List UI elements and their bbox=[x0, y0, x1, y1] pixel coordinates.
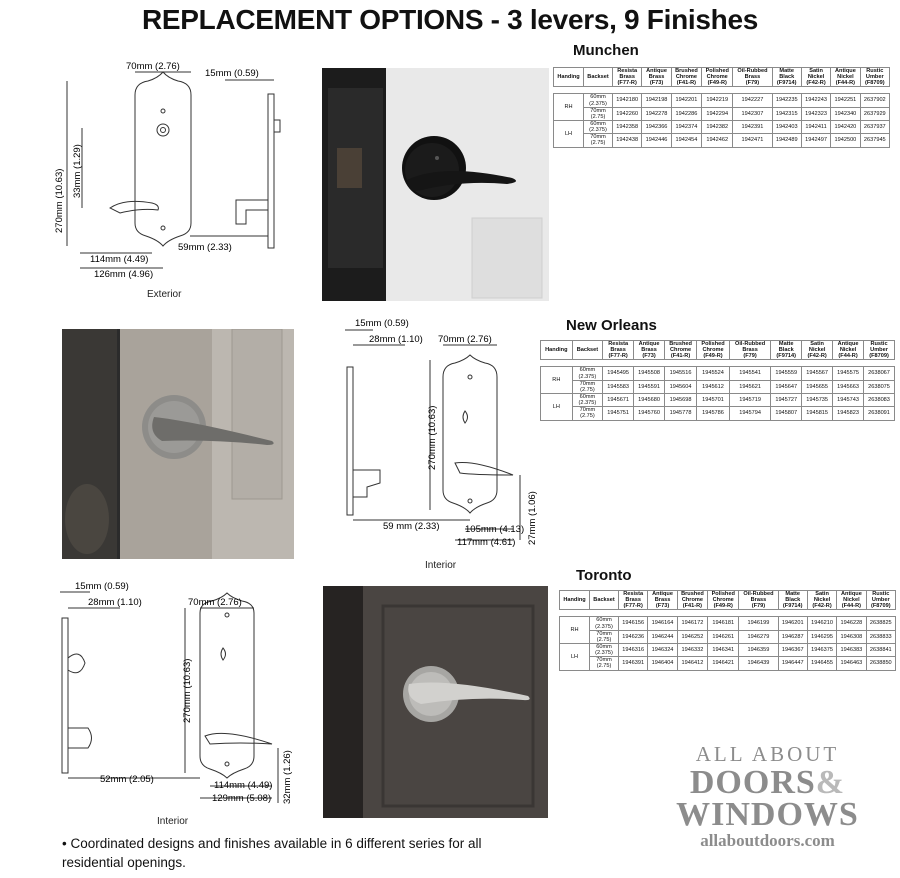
table-header: Antique Nickel (F44-R) bbox=[833, 341, 864, 360]
part-number-cell: 1945567 bbox=[802, 367, 833, 380]
backset-cell: 70mm (2.75) bbox=[584, 107, 613, 120]
backset-cell: 60mm (2.375) bbox=[584, 94, 613, 107]
part-number-cell: 1945778 bbox=[665, 407, 697, 420]
part-number-cell: 1945698 bbox=[665, 393, 697, 406]
part-number-cell: 1945524 bbox=[697, 367, 730, 380]
dim-lever-height: 27mm (1.06) bbox=[527, 491, 538, 545]
handing-cell: RH bbox=[541, 367, 573, 394]
handing-cell: LH bbox=[554, 120, 584, 147]
dim-height: 270mm (10.63) bbox=[182, 658, 193, 723]
dim-lever-length-2: 129mm (5.08) bbox=[212, 793, 272, 804]
dim-width: 70mm (2.76) bbox=[126, 61, 180, 72]
part-number-cell: 1942340 bbox=[831, 107, 860, 120]
part-number-cell: 1942462 bbox=[702, 134, 733, 147]
backset-cell: 60mm (2.375) bbox=[572, 367, 603, 380]
part-number-cell: 1946367 bbox=[778, 643, 807, 656]
part-number-cell: 1946295 bbox=[807, 630, 836, 643]
table-header: Backset bbox=[590, 591, 619, 610]
part-number-cell: 1946201 bbox=[778, 617, 807, 630]
part-number-cell: 1942235 bbox=[772, 94, 801, 107]
part-number-cell: 1942278 bbox=[642, 107, 671, 120]
table-row bbox=[560, 617, 896, 630]
backset-cell: 60mm (2.375) bbox=[584, 120, 613, 133]
part-number-cell: 2638091 bbox=[864, 407, 895, 420]
part-number-cell: 1946447 bbox=[778, 657, 807, 670]
part-number-cell: 1946391 bbox=[619, 657, 648, 670]
part-number-cell: 1942180 bbox=[613, 94, 642, 107]
table-header: Antique Nickel (F44-R) bbox=[831, 68, 860, 87]
table-header: Polished Chrome (F49-R) bbox=[697, 341, 730, 360]
part-number-cell: 1946228 bbox=[837, 617, 866, 630]
table-header: Oil-Rubbed Brass (F79) bbox=[739, 591, 778, 610]
part-number-cell: 2637937 bbox=[860, 120, 889, 133]
part-number-cell: 1946375 bbox=[807, 643, 836, 656]
part-number-cell: 1942294 bbox=[702, 107, 733, 120]
dim-width: 70mm (2.76) bbox=[438, 334, 492, 345]
part-number-cell: 1946244 bbox=[648, 630, 677, 643]
table-header: Matte Black (F9714) bbox=[778, 591, 807, 610]
part-number-cell: 1946181 bbox=[708, 617, 739, 630]
part-number-cell: 1942260 bbox=[613, 107, 642, 120]
drawing-label-interior: Interior bbox=[157, 816, 189, 827]
part-number-cell: 1946412 bbox=[677, 657, 707, 670]
handing-cell: LH bbox=[560, 643, 590, 670]
handing-cell: RH bbox=[554, 94, 584, 121]
part-number-cell: 1945663 bbox=[833, 380, 864, 393]
dim-rose: 28mm (1.10) bbox=[88, 597, 142, 608]
part-number-cell: 1942243 bbox=[801, 94, 830, 107]
part-number-cell: 1946359 bbox=[739, 643, 778, 656]
part-number-cell: 1945807 bbox=[771, 407, 802, 420]
part-number-cell: 2638825 bbox=[866, 617, 895, 630]
part-number-cell: 1946172 bbox=[677, 617, 707, 630]
part-number-cell: 1945680 bbox=[634, 393, 665, 406]
part-number-cell: 2638083 bbox=[864, 393, 895, 406]
table-header: Satin Nickel (F42-R) bbox=[802, 341, 833, 360]
part-number-cell: 1946439 bbox=[739, 657, 778, 670]
toronto-dimension-drawing bbox=[40, 578, 305, 823]
part-number-cell: 1942251 bbox=[831, 94, 860, 107]
part-number-cell: 1942374 bbox=[671, 120, 701, 133]
part-number-cell: 1945671 bbox=[603, 393, 634, 406]
part-number-cell: 1942438 bbox=[613, 134, 642, 147]
table-row bbox=[560, 630, 896, 643]
price-table-munchen bbox=[553, 67, 890, 148]
part-number-cell: 1945655 bbox=[802, 380, 833, 393]
dim-offset: 52mm (2.05) bbox=[100, 774, 154, 785]
part-number-cell: 1946236 bbox=[619, 630, 648, 643]
part-number-cell: 1945621 bbox=[729, 380, 770, 393]
table-row bbox=[541, 393, 895, 406]
table-header: Handing bbox=[554, 68, 584, 87]
table-header: Rustic Umber (F8709) bbox=[860, 68, 889, 87]
part-number-cell: 1945701 bbox=[697, 393, 730, 406]
part-number-cell: 1946279 bbox=[739, 630, 778, 643]
part-number-cell: 1945815 bbox=[802, 407, 833, 420]
part-number-cell: 2637929 bbox=[860, 107, 889, 120]
table-header: Antique Nickel (F44-R) bbox=[837, 591, 866, 610]
table-header: Backset bbox=[584, 68, 613, 87]
part-number-cell: 2638833 bbox=[866, 630, 895, 643]
part-number-cell: 1945583 bbox=[603, 380, 634, 393]
part-number-cell: 1942446 bbox=[642, 134, 671, 147]
table-header: Resista Brass (F77-R) bbox=[619, 591, 648, 610]
all-about-doors-logo: ALL ABOUT DOORS& WINDOWS allaboutdoors.com bbox=[676, 742, 859, 850]
dim-lever-length-2: 117mm (4.61) bbox=[457, 537, 516, 548]
part-number-cell: 1945786 bbox=[697, 407, 730, 420]
part-number-cell: 1945823 bbox=[833, 407, 864, 420]
part-number-cell: 1946332 bbox=[677, 643, 707, 656]
part-number-cell: 1942323 bbox=[801, 107, 830, 120]
dim-depth: 15mm (0.59) bbox=[75, 581, 129, 592]
part-number-cell: 1946210 bbox=[807, 617, 836, 630]
part-number-cell: 2638067 bbox=[864, 367, 895, 380]
part-number-cell: 1945727 bbox=[771, 393, 802, 406]
price-table-new-orleans bbox=[540, 340, 895, 421]
footnote: • Coordinated designs and finishes available in 6 different series for all residential openings. bbox=[62, 836, 482, 870]
part-number-cell: 1945751 bbox=[603, 407, 634, 420]
munchen-lever-photo bbox=[322, 68, 549, 301]
table-header: Handing bbox=[541, 341, 573, 360]
part-number-cell: 1942315 bbox=[772, 107, 801, 120]
backset-cell: 70mm (2.75) bbox=[590, 630, 619, 643]
part-number-cell: 1942227 bbox=[733, 94, 772, 107]
table-header: Matte Black (F9714) bbox=[771, 341, 802, 360]
part-number-cell: 1946316 bbox=[619, 643, 648, 656]
backset-cell: 70mm (2.75) bbox=[590, 657, 619, 670]
table-row bbox=[554, 107, 890, 120]
table-row bbox=[541, 380, 895, 393]
backset-cell: 60mm (2.375) bbox=[590, 617, 619, 630]
dim-lever-length-1: 105mm (4.13) bbox=[465, 524, 525, 535]
part-number-cell: 1945604 bbox=[665, 380, 697, 393]
part-number-cell: 1945719 bbox=[729, 393, 770, 406]
part-number-cell: 2638850 bbox=[866, 657, 895, 670]
part-number-cell: 1945735 bbox=[802, 393, 833, 406]
table-header: Oil-Rubbed Brass (F79) bbox=[729, 341, 770, 360]
part-number-cell: 1945591 bbox=[634, 380, 665, 393]
part-number-cell: 1946261 bbox=[708, 630, 739, 643]
part-number-cell: 1945647 bbox=[771, 380, 802, 393]
part-number-cell: 1942307 bbox=[733, 107, 772, 120]
part-number-cell: 1945575 bbox=[833, 367, 864, 380]
part-number-cell: 1942489 bbox=[772, 134, 801, 147]
part-number-cell: 1942420 bbox=[831, 120, 860, 133]
munchen-dimension-drawing bbox=[40, 58, 300, 298]
table-header: Oil-Rubbed Brass (F79) bbox=[733, 68, 772, 87]
backset-cell: 70mm (2.75) bbox=[572, 380, 603, 393]
table-header: Backset bbox=[572, 341, 603, 360]
part-number-cell: 1946463 bbox=[837, 657, 866, 670]
table-header: Handing bbox=[560, 591, 590, 610]
part-number-cell: 1945559 bbox=[771, 367, 802, 380]
part-number-cell: 1942201 bbox=[671, 94, 701, 107]
new-orleans-dimension-drawing bbox=[325, 315, 540, 570]
part-number-cell: 1946455 bbox=[807, 657, 836, 670]
part-number-cell: 2637902 bbox=[860, 94, 889, 107]
section-title-munchen: Munchen bbox=[573, 42, 639, 59]
drawing-label-exterior: Exterior bbox=[147, 289, 182, 300]
dim-lever-length-1: 114mm (4.49) bbox=[214, 780, 273, 791]
part-number-cell: 1946164 bbox=[648, 617, 677, 630]
part-number-cell: 2638075 bbox=[864, 380, 895, 393]
table-header: Matte Black (F9714) bbox=[772, 68, 801, 87]
part-number-cell: 1945508 bbox=[634, 367, 665, 380]
table-header: Antique Brass (F73) bbox=[642, 68, 671, 87]
table-header: Antique Brass (F73) bbox=[648, 591, 677, 610]
handing-cell: RH bbox=[560, 617, 590, 644]
part-number-cell: 1942358 bbox=[613, 120, 642, 133]
backset-cell: 60mm (2.375) bbox=[590, 643, 619, 656]
part-number-cell: 1946199 bbox=[739, 617, 778, 630]
table-header: Resista Brass (F77-R) bbox=[603, 341, 634, 360]
table-header: Brushed Chrome (F41-R) bbox=[671, 68, 701, 87]
table-header: Antique Brass (F73) bbox=[634, 341, 665, 360]
part-number-cell: 1945541 bbox=[729, 367, 770, 380]
table-row bbox=[554, 94, 890, 107]
part-number-cell: 2638841 bbox=[866, 643, 895, 656]
dim-width: 70mm (2.76) bbox=[188, 597, 242, 608]
part-number-cell: 1942471 bbox=[733, 134, 772, 147]
table-row bbox=[554, 134, 890, 147]
table-row bbox=[560, 657, 896, 670]
part-number-cell: 1942366 bbox=[642, 120, 671, 133]
part-number-cell: 1946252 bbox=[677, 630, 707, 643]
table-row bbox=[560, 643, 896, 656]
table-header: Rustic Umber (F8709) bbox=[864, 341, 895, 360]
table-row bbox=[541, 407, 895, 420]
part-number-cell: 1945612 bbox=[697, 380, 730, 393]
part-number-cell: 1942219 bbox=[702, 94, 733, 107]
backset-cell: 70mm (2.75) bbox=[584, 134, 613, 147]
part-number-cell: 1942198 bbox=[642, 94, 671, 107]
part-number-cell: 1946383 bbox=[837, 643, 866, 656]
dim-depth: 15mm (0.59) bbox=[205, 68, 259, 79]
table-header: Rustic Umber (F8709) bbox=[866, 591, 895, 610]
handing-cell: LH bbox=[541, 393, 573, 420]
part-number-cell: 1945794 bbox=[729, 407, 770, 420]
dim-offset: 59mm (2.33) bbox=[178, 242, 232, 253]
part-number-cell: 1946156 bbox=[619, 617, 648, 630]
part-number-cell: 1942391 bbox=[733, 120, 772, 133]
table-row bbox=[554, 120, 890, 133]
dim-lever-height: 32mm (1.26) bbox=[282, 750, 293, 804]
part-number-cell: 1942454 bbox=[671, 134, 701, 147]
dim-lever-length-1: 114mm (4.49) bbox=[90, 254, 149, 265]
price-table-toronto bbox=[559, 590, 896, 671]
table-header: Brushed Chrome (F41-R) bbox=[665, 341, 697, 360]
part-number-cell: 1946341 bbox=[708, 643, 739, 656]
part-number-cell: 1946324 bbox=[648, 643, 677, 656]
part-number-cell: 1945495 bbox=[603, 367, 634, 380]
dim-rose: 28mm (1.10) bbox=[369, 334, 423, 345]
part-number-cell: 1942403 bbox=[772, 120, 801, 133]
table-row bbox=[541, 367, 895, 380]
page-title: REPLACEMENT OPTIONS - 3 levers, 9 Finishes bbox=[141, 4, 758, 35]
table-header: Polished Chrome (F49-R) bbox=[708, 591, 739, 610]
part-number-cell: 1942382 bbox=[702, 120, 733, 133]
table-header: Resista Brass (F77-R) bbox=[613, 68, 642, 87]
part-number-cell: 1946308 bbox=[837, 630, 866, 643]
section-title-new-orleans: New Orleans bbox=[566, 317, 657, 334]
toronto-lever-photo bbox=[323, 586, 548, 818]
part-number-cell: 1945743 bbox=[833, 393, 864, 406]
table-header: Satin Nickel (F42-R) bbox=[807, 591, 836, 610]
dim-offset: 59 mm (2.33) bbox=[383, 521, 440, 532]
dim-lever-length-2: 126mm (4.96) bbox=[94, 269, 154, 280]
part-number-cell: 2637945 bbox=[860, 134, 889, 147]
dim-lever-height: 33mm (1.29) bbox=[72, 144, 83, 198]
table-header: Polished Chrome (F49-R) bbox=[702, 68, 733, 87]
part-number-cell: 1942286 bbox=[671, 107, 701, 120]
new-orleans-lever-photo bbox=[62, 329, 294, 559]
part-number-cell: 1942500 bbox=[831, 134, 860, 147]
part-number-cell: 1946421 bbox=[708, 657, 739, 670]
part-number-cell: 1945760 bbox=[634, 407, 665, 420]
backset-cell: 60mm (2.375) bbox=[572, 393, 603, 406]
part-number-cell: 1946287 bbox=[778, 630, 807, 643]
part-number-cell: 1942411 bbox=[801, 120, 830, 133]
part-number-cell: 1945516 bbox=[665, 367, 697, 380]
backset-cell: 70mm (2.75) bbox=[572, 407, 603, 420]
dim-height: 270mm (10.63) bbox=[427, 405, 438, 470]
section-title-toronto: Toronto bbox=[576, 567, 632, 584]
table-header: Satin Nickel (F42-R) bbox=[801, 68, 830, 87]
part-number-cell: 1946404 bbox=[648, 657, 677, 670]
part-number-cell: 1942497 bbox=[801, 134, 830, 147]
dim-height: 270mm (10.63) bbox=[54, 168, 65, 233]
table-header: Brushed Chrome (F41-R) bbox=[677, 591, 707, 610]
dim-depth: 15mm (0.59) bbox=[355, 318, 409, 329]
drawing-label-interior: Interior bbox=[425, 560, 457, 571]
